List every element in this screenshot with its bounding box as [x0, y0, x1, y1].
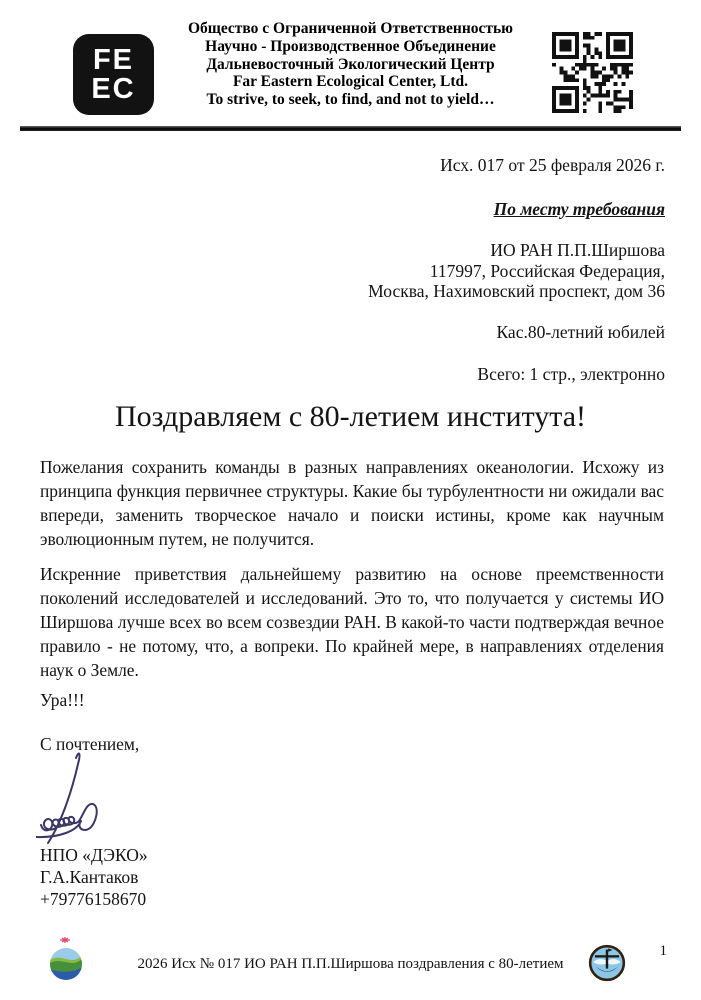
letter-title: Поздравляем с 80-летием института! [114, 400, 587, 433]
logo-text-top: FE [92, 43, 135, 76]
letterhead-line-ru-3: Дальневосточный Экологический Центр [206, 55, 495, 73]
eco-star-icon [60, 937, 70, 943]
signature-loops [36, 804, 97, 837]
logo-text-bottom: EC [91, 72, 136, 105]
subject-line: Кас.80-летний юбилей [496, 321, 665, 342]
addressee-line: По месту требования [493, 198, 665, 219]
recipient-street: Москва, Нахимовский проспект, дом 36 [368, 281, 665, 301]
recipient-name: ИО РАН П.П.Ширшова [490, 240, 665, 260]
qr-code-icon [552, 32, 633, 113]
signer-phone: +79776158670 [40, 888, 147, 909]
company-logo [73, 34, 154, 115]
letterhead-line-ru-1: Общество с Ограниченной Ответственностью [187, 20, 514, 37]
paragraph-2: Искренние приветствия дальнейшему развитию на основе преемственности поколений исследователей и исследований. Это то, что получается у системы ИО Ширшова лучше всех во всем созвездии РАН. В какой-то части подтверждая вечное правило - не потому, что, а вопреки. По крайней мере, в направлениях отделения наук о Земле. [40, 564, 664, 680]
page-number: 1 [659, 943, 667, 959]
institute-emblem-icon [588, 944, 626, 982]
letter-meta [120, 155, 665, 385]
letter-body [40, 455, 664, 756]
header-divider [20, 126, 681, 131]
letterhead [150, 20, 551, 109]
letterhead-line-ru-2: Научно - Производственное Объединение [205, 37, 496, 55]
handwritten-signature [36, 746, 148, 852]
cheer-line: Ура!!! [40, 690, 85, 710]
signature-block [40, 845, 148, 910]
reference-line: Исх. 017 от 25 февраля 2026 г. [440, 155, 665, 175]
closing-line: С почтением, [40, 734, 140, 754]
recipient-postcode: 117997, Российская Федерация, [429, 260, 665, 281]
recipient-address [120, 240, 665, 302]
signer-org: НПО «ДЭКО» [40, 845, 148, 865]
signer-name: Г.А.Кантаков [40, 866, 139, 887]
letterhead-line-en: Far Eastern Ecological Center, Ltd. [232, 73, 469, 91]
total-pages-line: Всего: 1 стр., электронно [477, 364, 665, 384]
letterhead-motto: To strive, to seek, to find, and not to yield… [206, 91, 495, 109]
paragraph-1: Пожелания сохранить команды в разных направлениях океанологии. Исхожу из принципа функция первичнее структуры. Какие бы турбулентности ни ожидали вас впереди, заменить творческое начало и поиски истины, кроме как научным эволюционным путем, не получится. [40, 457, 664, 549]
footer-reference-line: 2026 Исх № 017 ИО РАН П.П.Ширшова поздравления с 80-летием [137, 956, 564, 972]
